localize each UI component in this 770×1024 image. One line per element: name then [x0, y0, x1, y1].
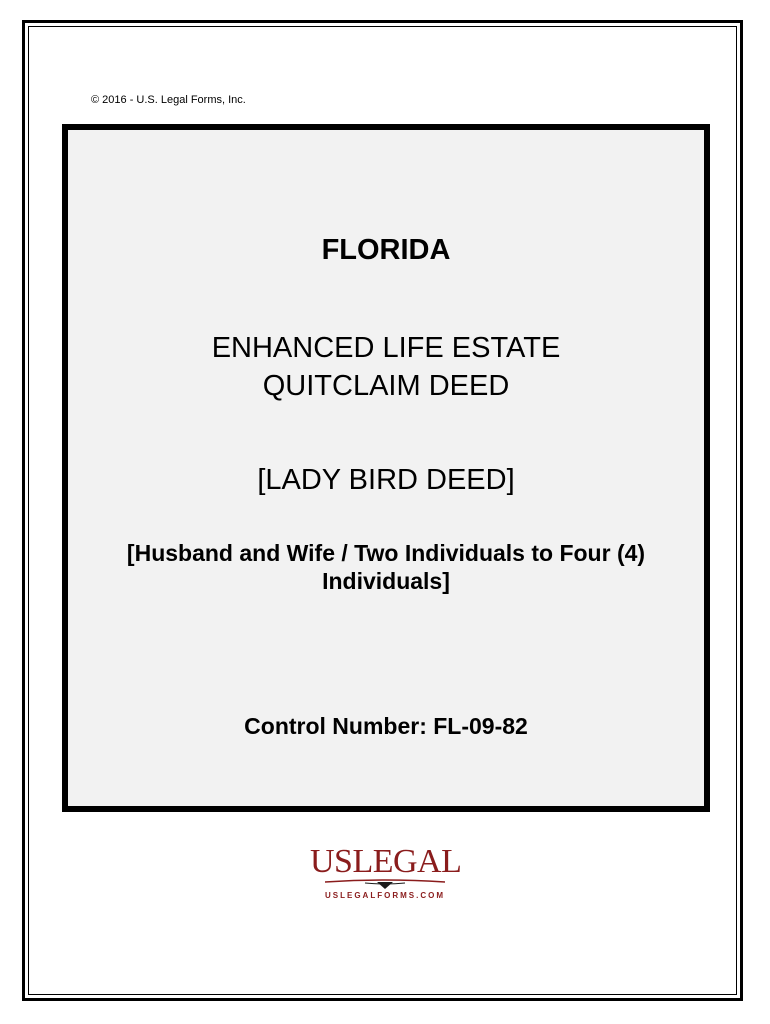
- parties-description-line-1: [Husband and Wife / Two Individuals to Four (4): [126, 540, 646, 566]
- state-heading: FLORIDA: [321, 234, 451, 266]
- document-subtitle: [LADY BIRD DEED]: [257, 464, 515, 496]
- parties-description-line-2: Individuals]: [322, 568, 450, 594]
- document-title-line-1: ENHANCED LIFE ESTATE: [211, 332, 561, 364]
- logo-wordmark: USLEGAL: [310, 843, 462, 880]
- logo-swoosh-icon: [325, 879, 445, 891]
- document-title-line-2: QUITCLAIM DEED: [262, 370, 510, 402]
- cover-box: [62, 124, 710, 812]
- copyright-notice: © 2016 - U.S. Legal Forms, Inc.: [91, 94, 246, 106]
- uslegal-logo: [310, 843, 460, 903]
- control-number: Control Number: FL-09-82: [244, 713, 528, 739]
- logo-url-text: USLEGALFORMS.COM: [325, 891, 445, 900]
